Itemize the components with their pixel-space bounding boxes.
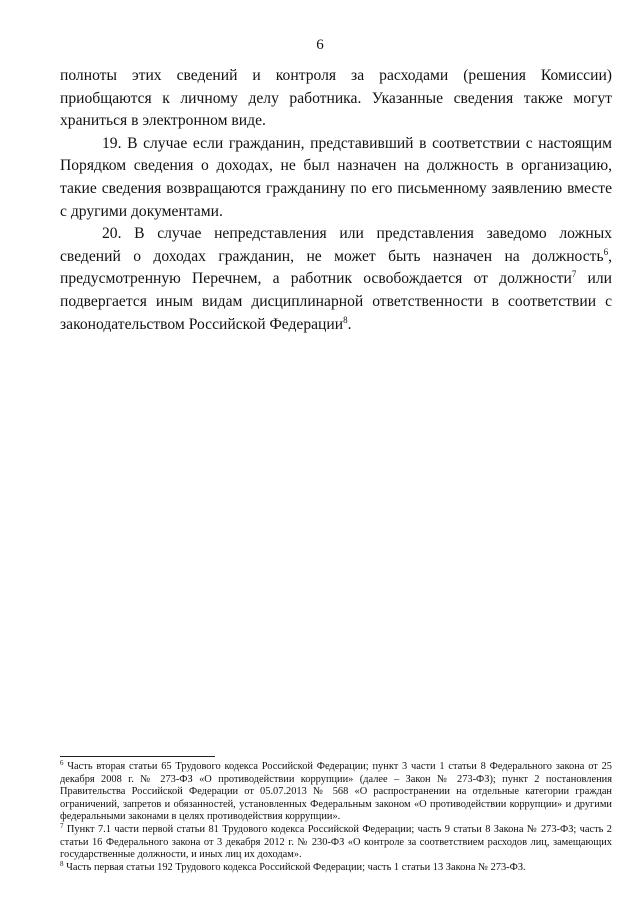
page-number: 6	[316, 37, 324, 53]
paragraph-20	[60, 223, 612, 336]
footnote-7-text: Пункт 7.1 части первой статьи 81 Трудового кодекса Российской Федерации; часть 9 статьи 8 Закона № 273-ФЗ; часть 2 статьи 16 Федерального закона от 3 декабря 2012 г. № 230-ФЗ «О контроле за соответствием расходов лиц, замещающих государственные должности, и иных лиц их доходам».	[60, 823, 612, 861]
footnote-mark-6: 6	[60, 759, 64, 767]
footnote-6-text: Часть вторая статьи 65 Трудового кодекса Российской Федерации; пункт 3 части 1 статьи 8 Федерального закона от 25 декабря 2008 г. № 273-ФЗ «О противодействии коррупции» (далее – Закон № 273-ФЗ); пункт 2 постановления Правительства Российской Федерации от 05.07.2013 № 568 «О распространении на отдельные категории граждан ограничений, запретов и обязанностей, установленных Федеральным законом «О противодействии коррупции» и другими федеральными законами в целях противодействия коррупции».	[60, 761, 612, 823]
footnote-8-text: Часть первая статьи 192 Трудового кодекса Российской Федерации; часть 1 статьи 13 Закона № 273-ФЗ.	[63, 861, 526, 873]
paragraph-continuation: полноты этих сведений и контроля за расходами (решения Комиссии) приобщаются к личному делу работника. Указанные сведения также могут храниться в электронном виде.	[60, 67, 612, 130]
footnote-mark-8: 8	[60, 859, 64, 868]
footnote-ref-6: 6	[603, 246, 609, 257]
footnote-7	[60, 821, 612, 862]
footnote-mark-7: 7	[60, 821, 64, 830]
paragraph-19: 19. В случае если гражданин, представивший в соответствии с настоящим Порядком сведения о доходах, не был назначен на должность в организацию, такие сведения возвращаются гражданину по его письменному заявлению вместе с другими документами.	[60, 134, 612, 220]
footnote-ref-7: 7	[571, 269, 577, 280]
footnotes	[60, 756, 612, 874]
document-body	[60, 65, 612, 336]
footnote-separator	[60, 756, 215, 757]
paragraph-20-text-4: .	[347, 315, 352, 333]
paragraph-20-text-1: 20. В случае непредставления или представления заведомо ложных сведений о доходах гражданин, не может быть назначен на должность	[60, 225, 612, 265]
footnote-6	[60, 761, 612, 824]
footnote-8	[60, 859, 612, 875]
footnote-ref-8: 8	[343, 314, 348, 325]
paragraph-20-text-3: или подвергается иным видам дисциплинарной ответственности в соответствии с законодательством Российской Федерации	[60, 270, 613, 333]
paragraph-20-text-2: , предусмотренную Перечнем, а работник освобождается от должности	[60, 247, 612, 288]
